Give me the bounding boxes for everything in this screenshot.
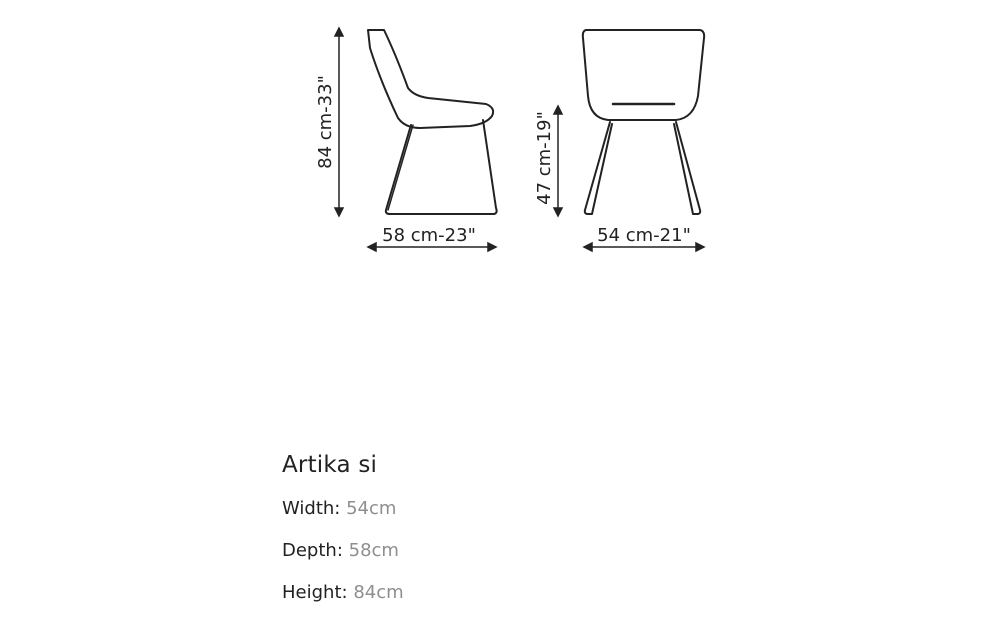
width-label: 54 cm-21" xyxy=(597,225,691,246)
seat-height-dimension-line xyxy=(554,106,562,216)
spec-value: 58cm xyxy=(348,540,399,561)
spec-row-height xyxy=(282,582,702,604)
spec-label: Height: xyxy=(282,582,348,603)
spec-label: Depth: xyxy=(282,540,343,561)
depth-label: 58 cm-23" xyxy=(382,225,476,246)
spec-row-depth xyxy=(282,540,702,562)
spec-row-width xyxy=(282,498,702,520)
spec-value: 54cm xyxy=(346,498,397,519)
product-specs xyxy=(282,452,702,624)
product-name: Artika si xyxy=(282,452,378,478)
chair-front-view xyxy=(583,30,704,214)
height-dimension-line xyxy=(335,28,343,216)
height-label: 84 cm-33" xyxy=(315,75,336,169)
chair-side-view xyxy=(368,30,497,214)
chair-dimension-drawing xyxy=(0,0,1000,300)
spec-label: Width: xyxy=(282,498,341,519)
seat-height-label: 47 cm-19" xyxy=(534,111,555,205)
spec-value: 84cm xyxy=(353,582,404,603)
